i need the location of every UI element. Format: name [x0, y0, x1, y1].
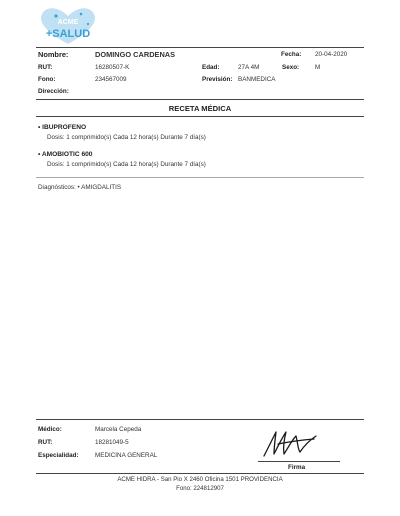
prescription-date: 20-04-2020 [315, 51, 348, 58]
logo-text-top: ACME [57, 19, 79, 26]
footer-rule [36, 473, 364, 474]
medication-dose: Dosis: 1 comprimido(s) Cada 12 hora(s) Durante 7 día(s) [47, 161, 206, 168]
name-label: Nombre: [38, 50, 69, 59]
signature-label: Firma [288, 464, 306, 471]
doctor-label: Médico: [38, 426, 62, 433]
insurance-label: Previsión: [202, 76, 233, 83]
patient-sex: M [315, 64, 321, 71]
medication-name: • IBUPROFENO [38, 124, 87, 131]
patient-age: 27A 4M [238, 64, 260, 71]
phone-label: Fono: [38, 76, 56, 83]
footer-address: ACME HIDRA - San Pio X 2460 Oficina 1501 PROVIDENCIA [117, 476, 283, 483]
medication-name: • AMOBIOTIC 600 [38, 151, 93, 158]
doctor-signature [258, 426, 320, 460]
patient-insurance: BANMEDICA [238, 76, 276, 83]
doctor-rut: 18281049-5 [95, 439, 129, 446]
date-label: Fecha: [281, 51, 302, 58]
heart-logo-icon [36, 4, 100, 46]
medication-item [38, 124, 206, 141]
doctor-top-rule [36, 419, 364, 420]
specialty-label: Especialidad: [38, 452, 79, 459]
doctor-name: Marcela Cepeda [95, 426, 142, 433]
medication-dose: Dosis: 1 comprimido(s) Cada 12 hora(s) Durante 7 día(s) [47, 134, 206, 141]
age-label: Edad: [202, 64, 220, 71]
doctor-rut-label: RUT: [38, 439, 53, 446]
logo-text-bottom: +SALUD [45, 28, 91, 40]
doctor-specialty: MEDICINA GENERAL [95, 452, 158, 459]
patient-name: DOMINGO CARDENAS [95, 50, 176, 59]
rut-label: RUT: [38, 64, 53, 71]
sex-label: Sexo: [282, 64, 300, 71]
footer-phone: Fono: 224812907 [176, 485, 224, 492]
clinic-logo [36, 4, 100, 46]
header-top-rule [36, 47, 364, 48]
address-label: Dirección: [38, 88, 69, 95]
header-bottom-rule [36, 99, 364, 100]
prescription-title: RECETA MÉDICA [168, 104, 232, 113]
medication-item [38, 151, 206, 168]
diagnosis: Diagnósticos: • AMIGDALITIS [38, 184, 122, 191]
patient-phone: 234567009 [95, 76, 127, 83]
title-rule [36, 116, 364, 117]
patient-rut: 16280507-K [95, 64, 130, 71]
diagnosis-rule [36, 177, 364, 178]
signature-line [258, 461, 340, 462]
